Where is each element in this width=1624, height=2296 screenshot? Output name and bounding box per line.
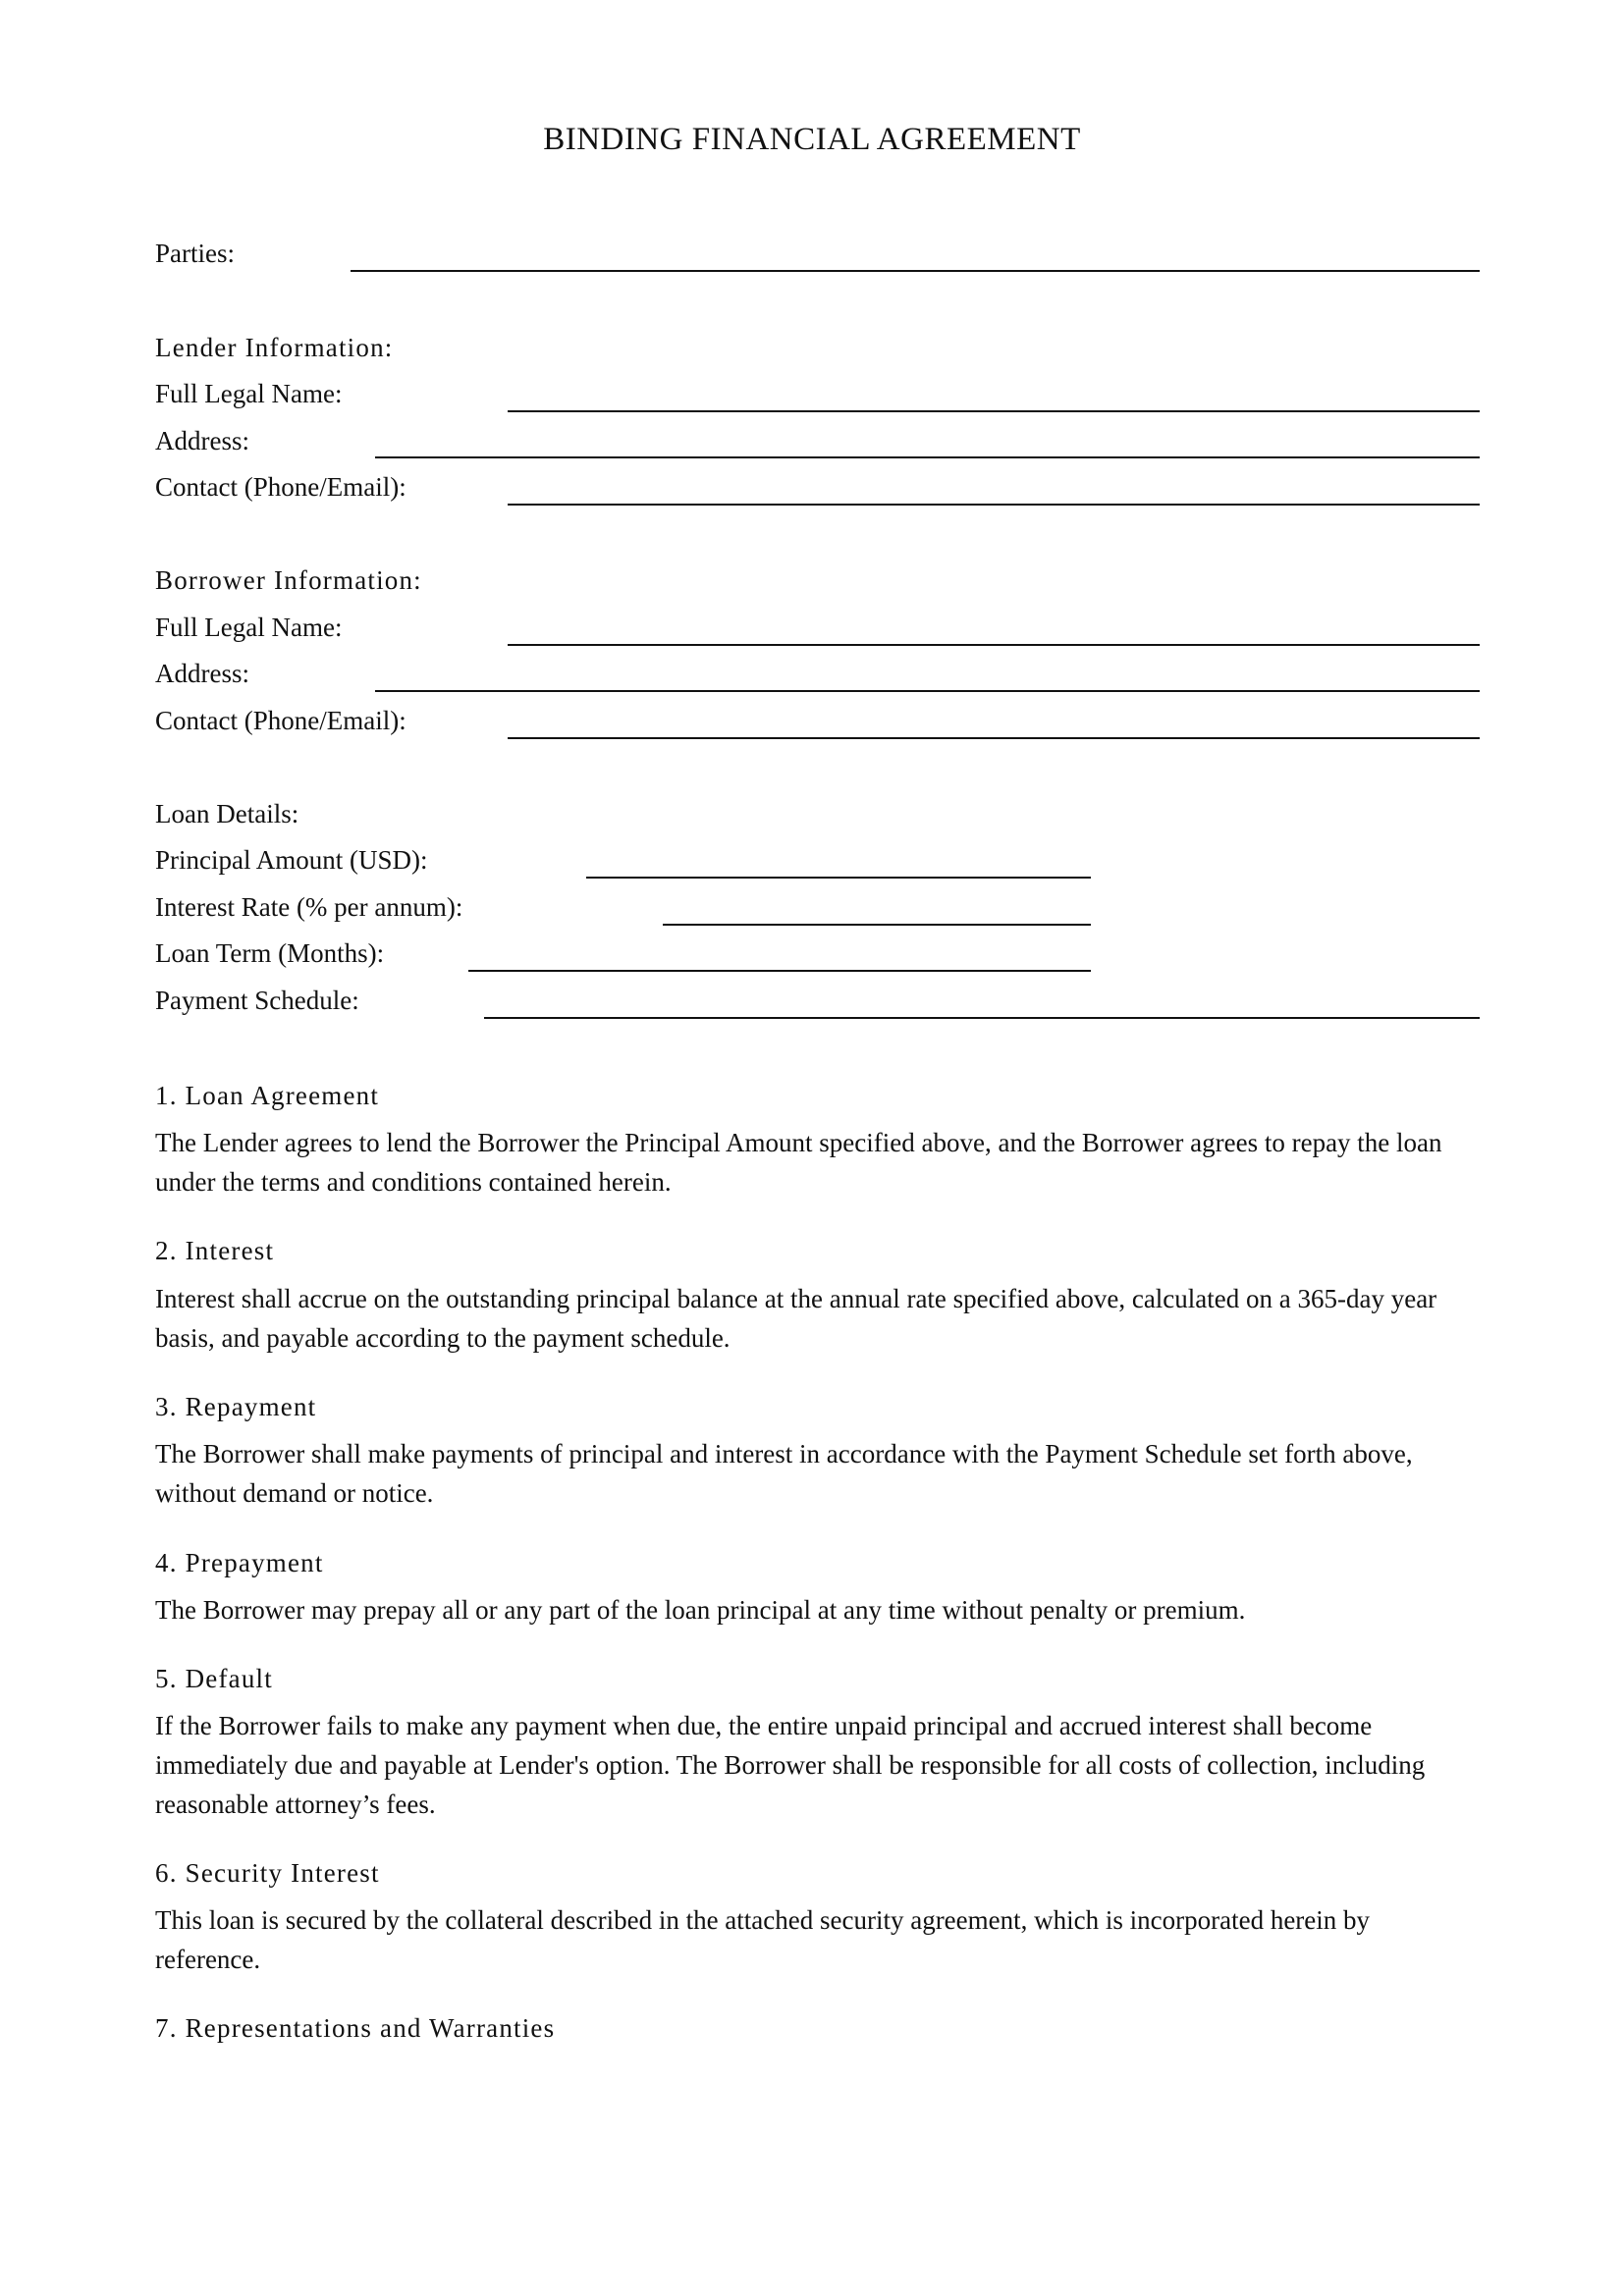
section-3-title: 3. Repayment xyxy=(155,1392,317,1421)
payment-schedule-label: Payment Schedule: xyxy=(155,986,359,1015)
borrower-address-field-line[interactable] xyxy=(375,690,1480,692)
section-2-title: 2. Interest xyxy=(155,1236,275,1265)
parties-label: Parties: xyxy=(155,239,235,268)
section-2-body: Interest shall accrue on the outstanding principal balance at the annual rate specified above, calculated on a 365-day year basis, and payable according to the payment schedule. xyxy=(155,1284,1437,1353)
section-4-body: The Borrower may prepay all or any part of the loan principal at any time without penalty or premium. xyxy=(155,1595,1246,1625)
loan-term-label: Loan Term (Months): xyxy=(155,938,385,968)
parties-field-line[interactable] xyxy=(351,270,1480,272)
document-title: BINDING FINANCIAL AGREEMENT xyxy=(543,122,1081,157)
section-5-title: 5. Default xyxy=(155,1664,273,1693)
section-4-title: 4. Prepayment xyxy=(155,1548,324,1577)
section-7-title: 7. Representations and Warranties xyxy=(155,2013,556,2043)
section-1-title: 1. Loan Agreement xyxy=(155,1081,380,1110)
lender-address-label: Address: xyxy=(155,426,249,455)
section-6-body: This loan is secured by the collateral described in the attached security agreement, which is incorporated herein by reference. xyxy=(155,1905,1371,1974)
borrower-name-label: Full Legal Name: xyxy=(155,613,343,642)
borrower-address-label: Address: xyxy=(155,659,249,688)
section-1-body: The Lender agrees to lend the Borrower the Principal Amount specified above, and the Borrower agrees to repay the loan under the terms and conditions contained herein. xyxy=(155,1128,1442,1197)
section-6-title: 6. Security Interest xyxy=(155,1858,380,1888)
lender-name-label: Full Legal Name: xyxy=(155,379,343,408)
lender-name-field-line[interactable] xyxy=(508,410,1480,412)
principal-amount-label: Principal Amount (USD): xyxy=(155,845,428,875)
borrower-contact-field-line[interactable] xyxy=(508,737,1480,739)
loan-details-heading: Loan Details: xyxy=(155,799,299,828)
lender-contact-label: Contact (Phone/Email): xyxy=(155,472,406,502)
borrower-information-heading: Borrower Information: xyxy=(155,565,422,595)
payment-schedule-field-line[interactable] xyxy=(484,1017,1480,1019)
loan-term-field-line[interactable] xyxy=(468,970,1091,972)
lender-information-heading: Lender Information: xyxy=(155,333,394,362)
principal-amount-field-line[interactable] xyxy=(586,877,1091,879)
lender-address-field-line[interactable] xyxy=(375,456,1480,458)
interest-rate-label: Interest Rate (% per annum): xyxy=(155,892,463,922)
section-5-body: If the Borrower fails to make any payment when due, the entire unpaid principal and accrued interest shall become immediately due and payable at Lender's option. The Borrower shall be responsible for all costs of collection, including reasonable attorney’s fees. xyxy=(155,1711,1426,1819)
lender-contact-field-line[interactable] xyxy=(508,504,1480,506)
borrower-name-field-line[interactable] xyxy=(508,644,1480,646)
section-3-body: The Borrower shall make payments of principal and interest in accordance with the Payment Schedule set forth above, without demand or notice. xyxy=(155,1439,1413,1508)
interest-rate-field-line[interactable] xyxy=(663,924,1091,926)
borrower-contact-label: Contact (Phone/Email): xyxy=(155,706,406,735)
